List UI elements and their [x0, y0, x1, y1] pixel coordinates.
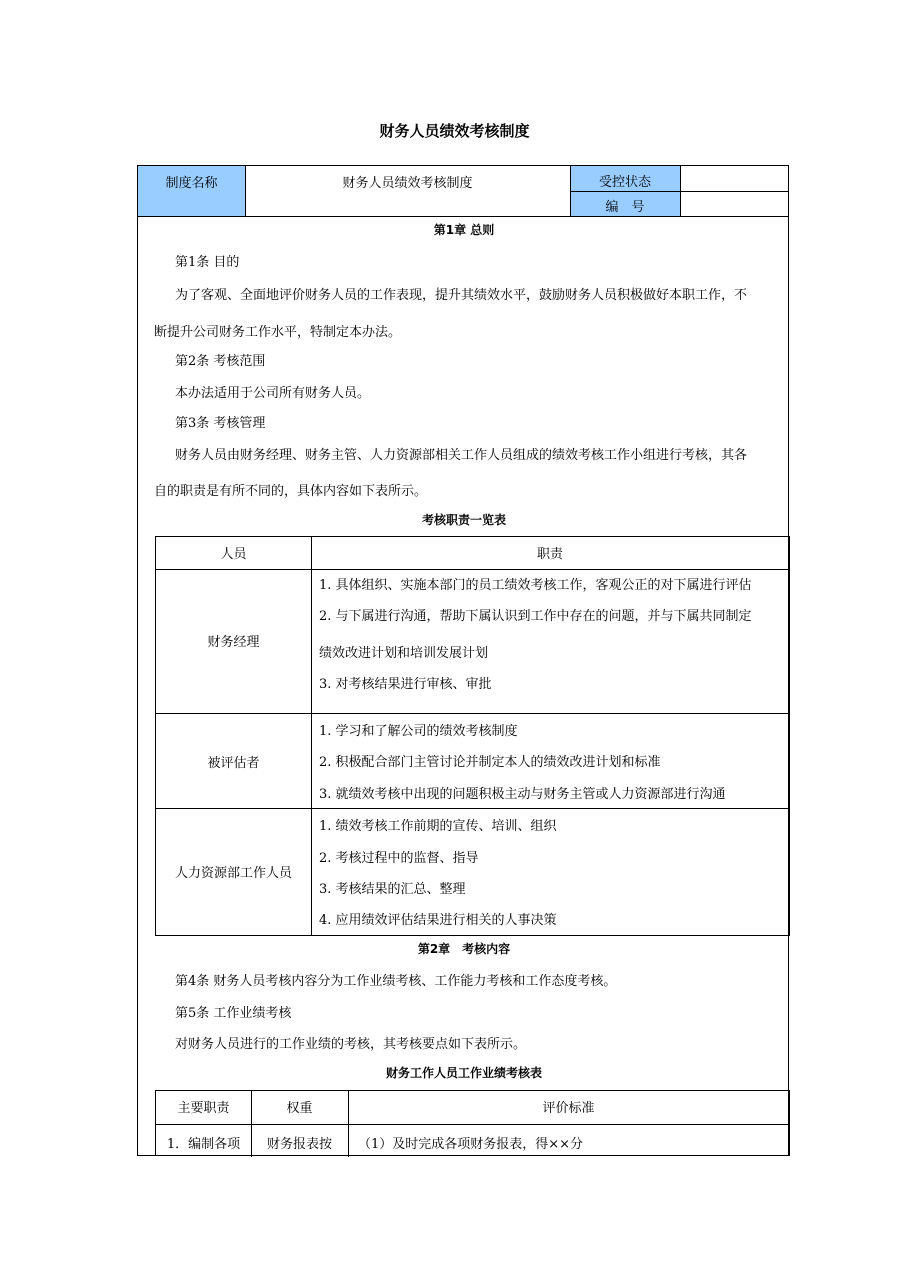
- duty-table-divider: [156, 808, 789, 809]
- perf-table: [155, 1090, 790, 1156]
- duty-line: 3. 对考核结果进行审核、审批: [319, 677, 492, 692]
- perf-col-weight-header: 权重: [286, 1101, 313, 1116]
- duty-line: 4. 应用绩效评估结果进行相关的人事决策: [319, 913, 557, 928]
- regulation-name-value: 财务人员绩效考核制度: [342, 176, 473, 191]
- duty-line: 2. 与下属进行沟通，帮助下属认识到工作中存在的问题，并与下属共同制定: [319, 609, 752, 624]
- article2-title: 第2条 考核范围: [175, 354, 266, 369]
- duty-table-divider: [311, 537, 312, 935]
- duty-col-person-header: 人员: [220, 547, 247, 562]
- duty-table: [155, 536, 790, 936]
- duty-line: 2. 考核过程中的监督、指导: [319, 851, 479, 866]
- control-status-label-cell: [570, 166, 680, 191]
- number-label-cell: [570, 191, 680, 216]
- perf-row-weight: 财务报表按: [266, 1137, 332, 1152]
- article3-line1: 财务人员由财务经理、财务主管、人力资源部相关工作人员组成的绩效考核工作小组进行考核，其各: [175, 448, 748, 463]
- duty-line: 3. 就绩效考核中出现的问题积极主动与财务主管或人力资源部进行沟通: [319, 787, 726, 802]
- regulation-name-label-cell: [138, 166, 245, 216]
- duty-table-title: 考核职责一览表: [421, 513, 506, 527]
- article1-line2: 断提升公司财务工作水平，特制定本办法。: [154, 325, 402, 340]
- header-divider: [570, 191, 788, 192]
- number-label: 编 号: [605, 200, 645, 215]
- duty-line: 2. 积极配合部门主管讨论并制定本人的绩效改进计划和标准: [319, 755, 661, 770]
- number-value-cell: [680, 191, 788, 216]
- duty-row-person: 被评估者: [207, 756, 260, 771]
- header-divider: [245, 166, 246, 216]
- article1-line1: 为了客观、全面地评价财务人员的工作表现，提升其绩效水平，鼓励财务人员积极做好本职工作，不: [175, 288, 748, 303]
- article3-line2: 自的职责是有所不同的，具体内容如下表所示。: [154, 484, 428, 499]
- control-status-value-cell: [680, 166, 788, 191]
- duty-table-divider: [156, 713, 789, 714]
- header-bottom-border: [138, 216, 788, 217]
- duty-row-person: 财务经理: [207, 635, 260, 650]
- article2-text: 本办法适用于公司所有财务人员。: [175, 386, 371, 401]
- perf-row-duty: 1．编制各项: [166, 1137, 241, 1152]
- document-title: 财务人员绩效考核制度: [379, 122, 530, 140]
- article1-title: 第1条 目的: [175, 255, 240, 270]
- duty-row-person: 人力资源部工作人员: [174, 866, 292, 881]
- article4-text: 第4条 财务人员考核内容分为工作业绩考核、工作能力考核和工作态度考核。: [175, 974, 617, 989]
- duty-table-divider: [156, 569, 789, 570]
- duty-line: 3. 考核结果的汇总、整理: [319, 882, 466, 897]
- perf-col-criteria-header: 评价标准: [542, 1101, 595, 1116]
- regulation-name-value-cell: [245, 166, 570, 216]
- article5-title: 第5条 工作业绩考核: [175, 1006, 292, 1021]
- duty-line: 1. 具体组织、实施本部门的员工绩效考核工作，客观公正的对下属进行评估: [319, 578, 752, 593]
- control-status-label: 受控状态: [598, 175, 651, 190]
- article5-text: 对财务人员进行的工作业绩的考核，其考核要点如下表所示。: [175, 1037, 527, 1052]
- duty-line: 1. 学习和了解公司的绩效考核制度: [319, 724, 518, 739]
- perf-col-duty-header: 主要职责: [177, 1101, 230, 1116]
- duty-col-duty-header: 职责: [536, 547, 563, 562]
- regulation-form: [137, 165, 789, 1156]
- perf-row-criteria: （1）及时完成各项财务报表，得××分: [358, 1137, 584, 1152]
- chapter2-heading: 第2章 考核内容: [417, 942, 511, 956]
- article3-title: 第3条 考核管理: [175, 416, 266, 431]
- duty-line: 1. 绩效考核工作前期的宣传、培训、组织: [319, 819, 557, 834]
- chapter1-heading: 第1章 总则: [433, 223, 495, 237]
- regulation-name-label: 制度名称: [165, 176, 218, 191]
- duty-line: 绩效改进计划和培训发展计划: [319, 646, 489, 661]
- perf-table-divider: [156, 1124, 789, 1125]
- perf-table-title: 财务工作人员工作业绩考核表: [385, 1066, 542, 1080]
